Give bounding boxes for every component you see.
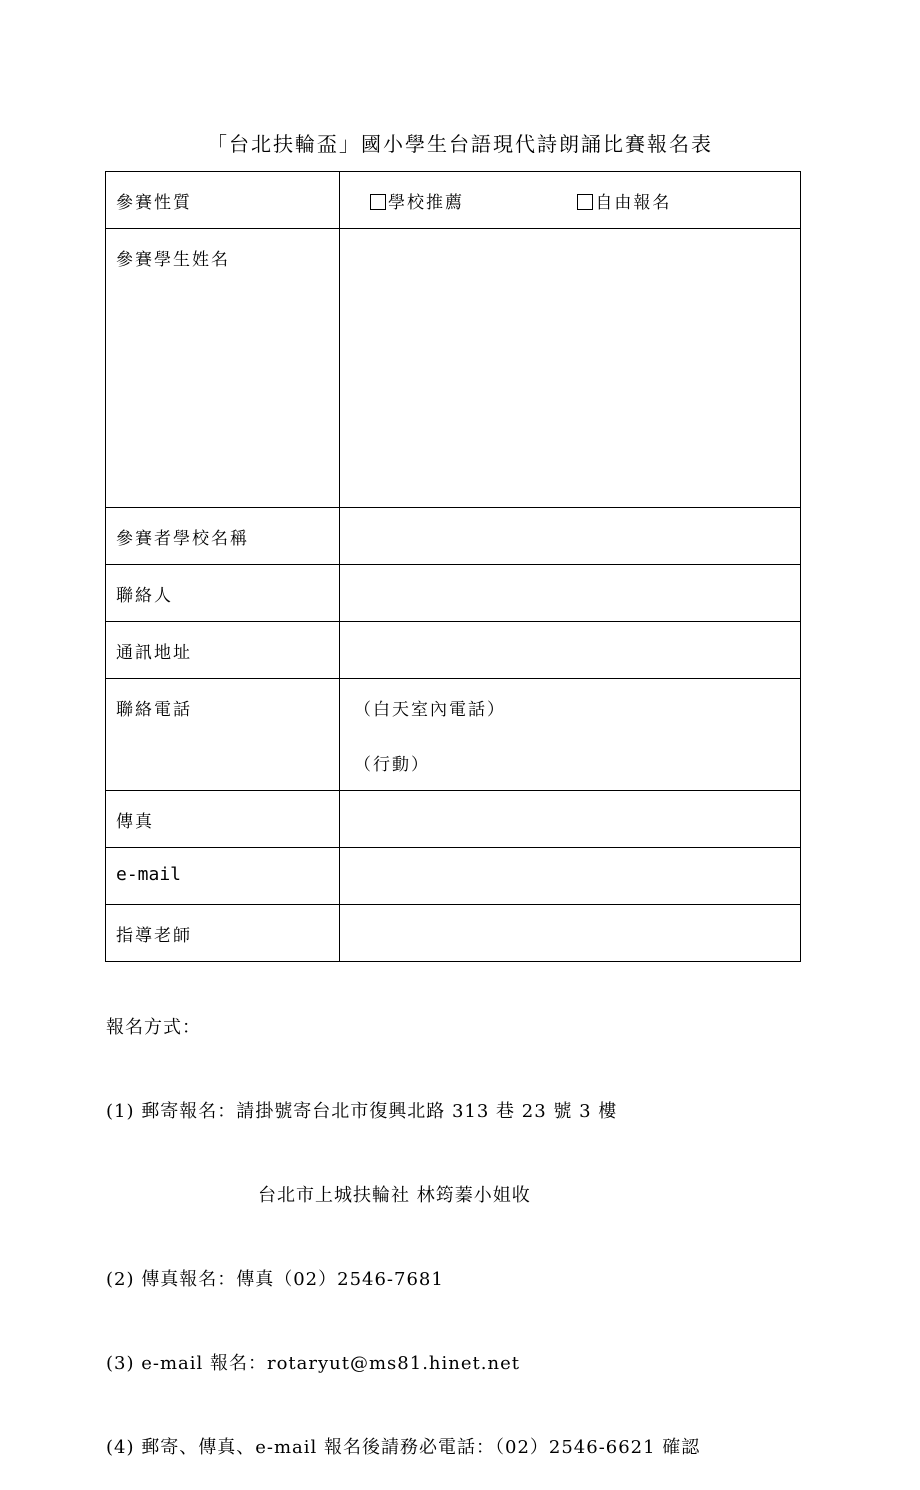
form-title: 「台北扶輪盃」國小學生台語現代詩朗誦比賽報名表: [207, 132, 713, 156]
participation-type-cell: [340, 172, 801, 229]
phone-field[interactable]: [340, 679, 801, 791]
label-cell: [106, 905, 340, 962]
registration-item-fax: (2) 傳真報名：傳真（02）2546-7681: [106, 1269, 444, 1290]
email-label: e-mail: [116, 864, 182, 885]
mobile-phone-hint: （行動）: [354, 755, 430, 775]
row-email: [106, 848, 801, 905]
fax-label: 傳真: [116, 812, 154, 832]
registration-item-mail: (1) 郵寄報名：請掛號寄台北市復興北路 313 巷 23 號 3 樓: [106, 1101, 618, 1122]
row-student-names: [106, 229, 801, 508]
label-cell: [106, 565, 340, 622]
row-contact-person: [106, 565, 801, 622]
label-cell: [106, 229, 340, 508]
option-school-recommend[interactable]: [370, 188, 464, 213]
email-field[interactable]: [340, 848, 801, 905]
row-advisor: [106, 905, 801, 962]
school-name-field[interactable]: [340, 508, 801, 565]
phone-label: 聯絡電話: [116, 700, 192, 720]
label-cell: [106, 848, 340, 905]
school-recommend-label: 學校推薦: [388, 193, 464, 213]
daytime-phone-hint: （白天室內電話）: [354, 700, 506, 720]
option-free-register[interactable]: [577, 188, 671, 213]
label-cell: [106, 622, 340, 679]
registration-item-confirm: (4) 郵寄、傳真、e-mail 報名後請務必電話：（02）2546-6621 確認: [106, 1437, 701, 1458]
fax-field[interactable]: [340, 791, 801, 848]
registration-form-table: [105, 171, 801, 962]
address-field[interactable]: [340, 622, 801, 679]
registration-item-mail-recipient: 台北市上城扶輪社 林筠蓁小姐收: [258, 1185, 531, 1206]
address-label: 通訊地址: [116, 643, 192, 663]
label-cell: [106, 172, 340, 229]
registration-heading: 報名方式：: [106, 1017, 201, 1038]
school-recommend-checkbox[interactable]: [370, 194, 386, 210]
participation-type-label: 參賽性質: [116, 193, 192, 213]
school-name-label: 參賽者學校名稱: [116, 529, 249, 549]
row-participation-type: [106, 172, 801, 229]
row-school-name: [106, 508, 801, 565]
registration-methods: [106, 958, 700, 1490]
student-names-label: 參賽學生姓名: [116, 250, 230, 270]
contact-person-label: 聯絡人: [116, 586, 173, 606]
label-cell: [106, 679, 340, 791]
advisor-field[interactable]: [340, 905, 801, 962]
registration-item-email: (3) e-mail 報名：rotaryut@ms81.hinet.net: [106, 1353, 520, 1374]
label-cell: [106, 791, 340, 848]
contact-person-field[interactable]: [340, 565, 801, 622]
free-register-label: 自由報名: [595, 193, 672, 213]
advisor-label: 指導老師: [116, 926, 192, 946]
free-register-checkbox[interactable]: [577, 194, 593, 210]
row-phone: [106, 679, 801, 791]
row-address: [106, 622, 801, 679]
participation-type-options: [340, 172, 800, 213]
label-cell: [106, 508, 340, 565]
row-fax: [106, 791, 801, 848]
student-names-field[interactable]: [340, 229, 801, 508]
